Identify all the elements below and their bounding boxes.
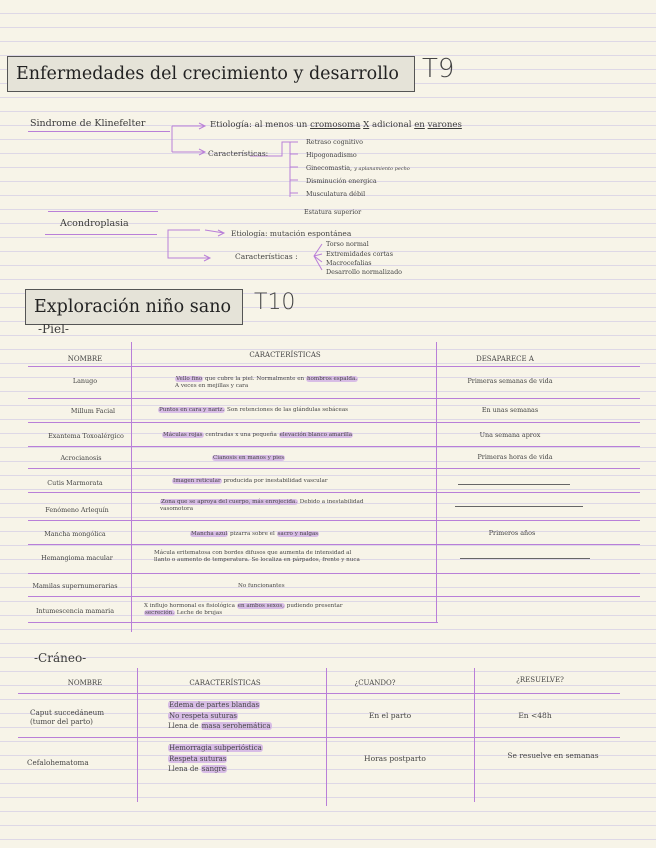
piel-row-3-name: Exantema Toxoalérgico [48,432,124,440]
topic-tag-t10: T10 [254,290,296,315]
craneo-row-line-1 [18,737,620,738]
piel-row-line-4 [28,468,640,469]
craneo-header-nombre: NOMBRE [67,679,103,687]
craneo-header-resuelve: ¿RESUELVE? [516,676,564,684]
piel-col-divider-1 [131,342,132,632]
acondroplasia-etiologia: Etiología: mutación espontánea [231,229,352,238]
craneo-header-cuando: ¿CUANDO? [354,679,396,687]
piel-header-line [28,366,640,367]
piel-row-line-10 [28,622,438,623]
craneo-heading: -Cráneo- [34,651,87,665]
piel-row-8-desc: Mácula eritematosa con bordes difusos que aumenta de intensidad al llanto o aumento de temperatura. Se localiza en párpados, frente y nuca [154,550,360,564]
klinefelter-caracteristicas-label: Características: [208,149,269,158]
craneo-row-1-desc: Edema de partes blandas No respeta suturas Llena de masa serohemática [168,701,271,730]
klinefelter-item-1: Retraso cognitivo [306,138,363,146]
klinefelter-item-5: Musculatura débil [306,190,366,198]
piel-row-5-name: Cutis Marmorata [47,479,103,487]
piel-row-5-when-blank [458,484,570,485]
piel-header-desaparece: DESAPARECE A [476,355,534,363]
acondroplasia-item-2: Extremidades cortas [326,250,394,258]
piel-row-line-7 [28,544,640,545]
piel-row-3-when: Una semana aprox [479,431,541,439]
piel-row-8-name: Hemangioma macular [41,554,113,562]
craneo-row-1-resuelve: En <48h [518,711,552,720]
craneo-header-line [18,693,620,694]
piel-row-7-when: Primeros años [488,529,536,537]
piel-row-1-desc: Vello fino que cubre la piel. Normalmente en hombros espalda. A veces en mejillas y cara [175,376,358,390]
piel-row-7-desc: Mancha azul pizarra sobre el sacro y nalgas [191,531,319,537]
piel-header-nombre: NOMBRE [67,355,103,363]
piel-row-1-name: Lanugo [72,377,98,385]
piel-row-2-when: En unas semanas [481,406,539,414]
acondroplasia-item-3: Macrocefalias [326,259,372,267]
piel-row-line-1 [28,398,640,399]
piel-row-line-9 [28,596,640,597]
piel-row-line-5 [28,492,640,493]
piel-row-2-name: Millum Facial [70,407,116,415]
piel-row-9-name: Mamilas supernumerarias [32,582,118,590]
klinefelter-etiologia: Etiología: al menos un cromosoma X adicional en varones [210,120,462,130]
craneo-row-2-when: Horas postparto [364,754,426,763]
acondroplasia-item-4: Desarrollo normalizado [326,268,403,276]
piel-row-4-when: Primeras horas de vida [477,453,553,461]
klinefelter-item-6: Estatura superior [304,208,362,216]
piel-row-4-desc: Cianosis en manos y pies [213,455,285,461]
section-title-exploracion: Exploración niño sano [25,289,243,325]
piel-row-1-when: Primeras semanas de vida [467,377,553,385]
topic-tag-t9: T9 [422,54,455,84]
piel-row-4-name: Acrocianosis [60,454,102,462]
section-title-enfermedades: Enfermedades del crecimiento y desarrollo [7,56,415,92]
craneo-row-1-when: En el parto [368,711,412,720]
craneo-row-1-name: Caput succedáneum (tumor del parto) [30,708,105,726]
klinefelter-item-2: Hipogonadismo [306,151,357,159]
acondroplasia-caracteristicas-label: Características : [235,252,298,261]
craneo-row-2-resuelve: Se resuelve en semanas [507,751,599,760]
piel-row-5-desc: Imagen reticular producida por inestabilidad vascular [173,478,328,484]
craneo-row-2-desc: Hemorragia subperióstica Respeta suturas Llena de sangre [168,744,262,773]
piel-row-2-desc: Puntos en cara y nariz. Son retenciones de las glándulas sebáceas [159,407,349,413]
piel-row-line-6 [28,520,640,521]
klinefelter-item-3: Ginecomastia, y aplanamiento pecho [306,164,410,172]
piel-row-10-desc: X influjo hormonal es fisiológica en ambos sexos, pudiendo presentar secreción. Leche de brujas [144,603,343,617]
piel-row-6-desc: Zona que se aproya del cuerpo, más enrojecida. Debido a inestabilidad vasomotora [160,499,364,513]
piel-row-line-8 [28,573,640,574]
piel-row-10-name: Intumescencia mamaria [35,607,115,615]
piel-row-line-2 [28,422,640,423]
piel-row-6-name: Fenómeno Arlequín [45,506,109,514]
piel-row-6-when-blank [455,506,583,507]
craneo-col-divider-1 [137,668,138,802]
klinefelter-item-4: Disminución energica [306,177,377,185]
craneo-row-2-name: Cefalohematoma [27,758,89,767]
piel-heading: -Piel- [38,322,69,336]
piel-header-caracteristicas: CARACTERÍSTICAS [249,351,321,359]
acondroplasia-name: Acondroplasia [60,218,129,229]
acondroplasia-item-1: Torso normal [326,240,369,248]
piel-row-line-3 [28,446,640,447]
piel-row-7-name: Mancha mongólica [44,530,106,538]
piel-col-divider-2 [436,342,437,622]
craneo-header-caracteristicas: CARACTERÍSTICAS [189,679,261,687]
piel-row-8-when-blank [460,558,590,559]
piel-row-9-desc: No funcionantes [238,583,285,589]
piel-row-3-desc: Máculas rojas centradas x una pequeña elevación blanco amarilla [163,432,353,438]
craneo-col-divider-3 [474,668,475,802]
klinefelter-name: Sindrome de Klinefelter [30,118,146,129]
